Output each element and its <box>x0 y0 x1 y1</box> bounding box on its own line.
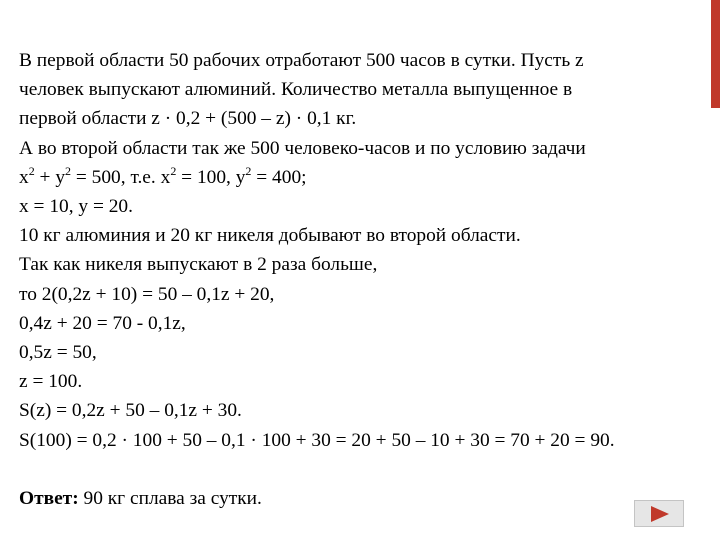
text-line-12: z = 100. <box>19 371 83 393</box>
text-line-11: 0,5z = 50, <box>19 342 97 364</box>
exponent: 2 <box>245 163 252 178</box>
equation-line <box>19 163 715 192</box>
exponent: 2 <box>65 163 72 178</box>
text-line-3: первой области z · 0,2 + (500 – z) · 0,1 кг. <box>19 108 357 130</box>
text-line-13: S(z) = 0,2z + 50 – 0,1z + 30. <box>19 400 242 422</box>
text-line-2: человек выпускают алюминий. Количество металла выпущенное в <box>19 79 573 101</box>
text-line-4: А во второй области так же 500 человеко-часов и по условию задачи <box>19 137 586 159</box>
exponent: 2 <box>28 163 35 178</box>
answer-label: Ответ: <box>19 487 79 509</box>
text-line-9: то 2(0,2z + 10) = 50 – 0,1z + 20, <box>19 283 275 305</box>
answer-text: 90 кг сплава за сутки. <box>78 487 262 509</box>
answer-line <box>19 484 715 513</box>
text-line-6: x = 10, y = 20. <box>19 196 133 218</box>
text-line-8: Так как никеля выпускают в 2 раза больше, <box>19 254 378 276</box>
text-line-14: S(100) = 0,2 · 100 + 50 – 0,1 · 100 + 30 = 20 + 50 – 10 + 30 = 70 + 20 = 90. <box>19 429 615 451</box>
text-line-1: В первой области 50 рабочих отработают 500 часов в сутки. Пусть z <box>19 50 584 71</box>
exponent: 2 <box>170 163 177 178</box>
equation-part: = 500, т.е. x <box>71 166 171 188</box>
text-line-10: 0,4z + 20 = 70 - 0,1z, <box>19 312 186 334</box>
next-slide-button[interactable] <box>634 500 684 527</box>
text-line-7: 10 кг алюминия и 20 кг никеля добывают во второй области. <box>19 225 521 247</box>
play-arrow-icon <box>650 506 670 522</box>
equation-part: = 400; <box>251 166 307 188</box>
blank-line <box>19 455 715 484</box>
slide-content <box>19 46 715 513</box>
equation-part: + y <box>34 166 66 188</box>
equation-part: x <box>19 166 29 188</box>
equation-part: = 100, y <box>176 166 246 188</box>
